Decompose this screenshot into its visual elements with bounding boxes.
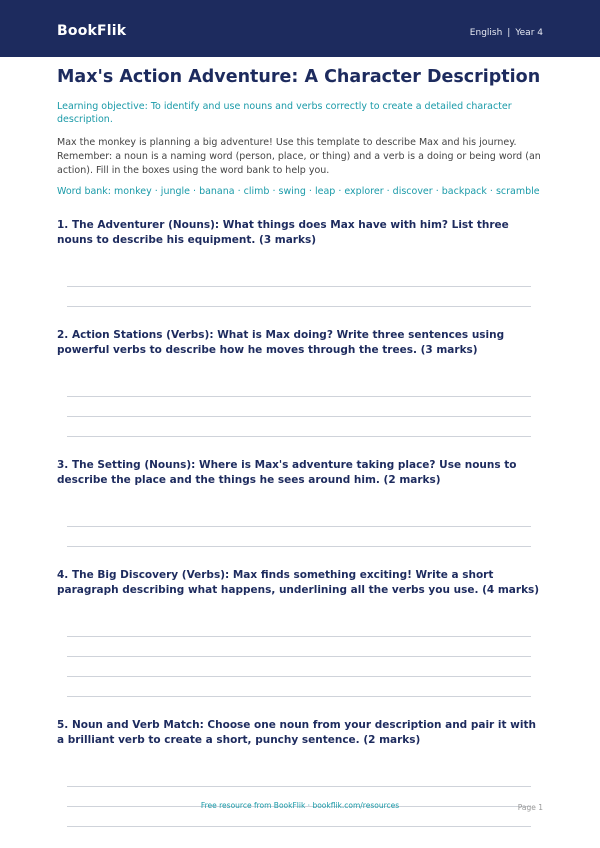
question-block (57, 718, 543, 827)
question-list (57, 218, 543, 827)
question-block (57, 218, 543, 307)
answer-line[interactable] (67, 786, 531, 787)
worksheet-content (57, 66, 543, 848)
answer-lines (67, 286, 531, 307)
answer-line[interactable] (67, 656, 531, 657)
question-text: 4. The Big Discovery (Verbs): Max finds something exciting! Write a short paragraph describing what happens, underlining all the verbs you use. (4 marks) (57, 569, 540, 596)
answer-line[interactable] (67, 696, 531, 697)
page-title: Max's Action Adventure: A Character Description (57, 67, 541, 87)
answer-line[interactable] (67, 526, 531, 527)
brand-logo: BookFlik (57, 23, 127, 39)
page-header (0, 0, 600, 57)
question-text: 3. The Setting (Nouns): Where is Max's adventure taking place? Use nouns to describe the place and the things he sees around him. (2 marks) (57, 459, 517, 486)
word-bank: Word bank: monkey · jungle · banana · climb · swing · leap · explorer · discover · backpack · scramble (57, 186, 540, 197)
answer-line[interactable] (67, 286, 531, 287)
question-block (57, 568, 543, 697)
question-text: 1. The Adventurer (Nouns): What things does Max have with him? List three nouns to describe his equipment. (3 marks) (57, 219, 509, 246)
answer-line[interactable] (67, 826, 531, 827)
answer-lines (67, 396, 531, 437)
answer-line[interactable] (67, 676, 531, 677)
subject-meta (470, 28, 543, 38)
footer-text: Free resource from BookFlik · bookflik.com/resources (200, 801, 400, 810)
year-label: Year 4 (515, 28, 543, 38)
answer-lines (67, 636, 531, 697)
question-block (57, 458, 543, 547)
subject-label: English (469, 28, 503, 38)
answer-line[interactable] (67, 306, 531, 307)
question-text: 2. Action Stations (Verbs): What is Max doing? Write three sentences using powerful verbs to describe how he moves through the trees. (3 marks) (57, 329, 505, 356)
answer-line[interactable] (67, 436, 531, 437)
learning-objective: Learning objective: To identify and use nouns and verbs correctly to create a detailed character description. (57, 101, 512, 125)
question-text: 5. Noun and Verb Match: Choose one noun from your description and pair it with a brilliant verb to create a short, punchy sentence. (2 marks) (57, 719, 536, 746)
answer-line[interactable] (67, 546, 531, 547)
question-block (57, 328, 543, 437)
answer-lines (67, 526, 531, 547)
answer-line[interactable] (67, 396, 531, 397)
answer-line[interactable] (67, 416, 531, 417)
meta-separator: | (507, 28, 511, 38)
intro-paragraph: Max the monkey is planning a big adventure! Use this template to describe Max and his journey. Remember: a noun is a naming word (person, place, or thing) and a verb is a doing or being word (an action). Fill in the boxes using the word bank to help you. (57, 137, 541, 176)
answer-line[interactable] (67, 636, 531, 637)
page-number: Page 1 (517, 803, 543, 812)
